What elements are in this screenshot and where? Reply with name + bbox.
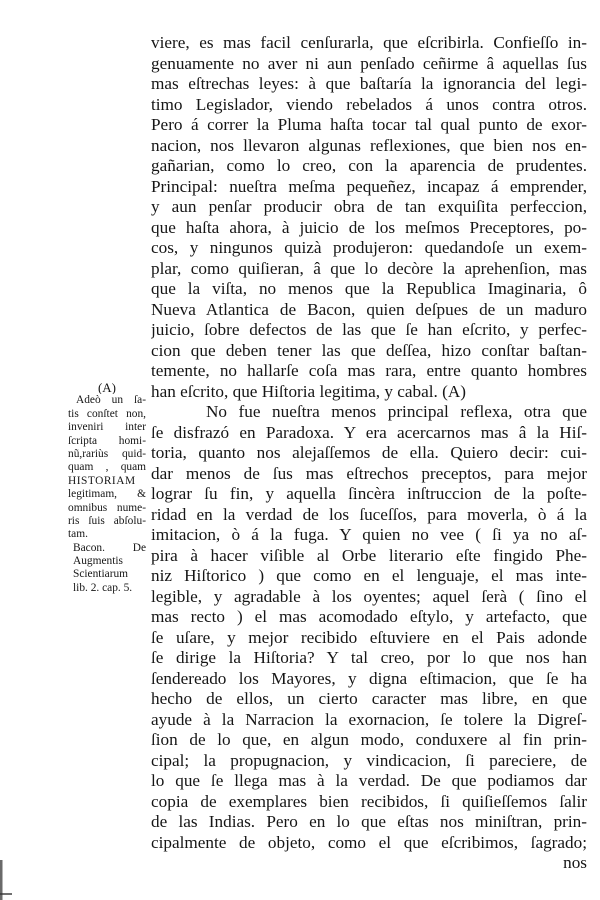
- text-line: timo Legislador, viendo rebelados á unos contra otros.: [151, 94, 587, 114]
- page-edge-shadow: [0, 893, 12, 895]
- marginal-note-citation: Augmentis: [73, 555, 123, 568]
- marginal-note-line: ris ſuis abſolu-: [68, 514, 146, 527]
- text-line: y aun penſar producir obra de tan exquiſita perfeccion,: [151, 197, 587, 216]
- text-line: de las Indias. Pero en lo que eſtas nos miniſtran, prin-: [151, 812, 587, 831]
- text-line: nacion, nos llevaron algunas reflexiones, que bien nos en-: [151, 135, 587, 155]
- text-line: copia de exemplares bien recibidos, ſi quiſieſſemos ſalir: [151, 791, 587, 811]
- text-line: hecho de ellos, un cierto caracter mas libre, en que: [151, 689, 587, 708]
- text-line: ſe uſare, y mejor recibido eſtuviere en el Pais adonde: [151, 627, 587, 647]
- marginal-note-line: tam.: [68, 528, 88, 541]
- text-line: lograr ſu fin, y aquella ſincèra inſtruccion de la poſte-: [151, 484, 587, 503]
- marginal-note-line: HISTORIAM: [68, 474, 136, 487]
- marginal-note-marker: (A): [97, 381, 117, 395]
- marginal-note-line: quam , quam: [68, 461, 146, 474]
- marginal-note-line: omnibus nume-: [68, 501, 146, 514]
- marginal-note-citation: lib. 2. cap. 5.: [73, 581, 133, 594]
- marginal-note-line: tis conſtet non,: [68, 407, 146, 420]
- marginal-note: [68, 381, 146, 595]
- text-line: legible, y agradable à los oyentes; aquel ſerà ( ſino el: [151, 586, 587, 606]
- text-line: imitacion, ò á la fuga. Y quien no vee ( ſi ya no aſ-: [151, 525, 587, 544]
- catchword: nos: [563, 853, 587, 872]
- text-line: cipalmente de objeto, como el que eſcribimos, ſagrado;: [151, 832, 587, 852]
- text-line: ridad en la verdad de los ſuceſſos, para moverla, ò á la: [151, 504, 587, 524]
- marginal-note-line: Adeò un ſa-: [76, 394, 146, 407]
- text-line: viere, es mas facil cenſurarla, que eſcribirla. Confieſſo in-: [151, 33, 587, 52]
- text-line: gañarian, como lo creo, con la aparencia de prudentes.: [151, 156, 587, 175]
- text-line: Nueva Atlantica de Bacon, quien deſpues de un maduro: [151, 299, 587, 319]
- text-line-paragraph-start: No fue nueſtra menos principal reflexa, otra que: [206, 402, 587, 421]
- text-line: ſe disfrazó en Paradoxa. Y era acercarnos mas â la Hiſ-: [151, 422, 587, 442]
- text-line: dar menos de ſus mas eſtrechos preceptos, para mejor: [151, 463, 587, 483]
- text-line: niz Hiſtorico ) que como en el lenguaje, el mas inte-: [151, 566, 587, 585]
- marginal-note-citation: Bacon. De: [73, 541, 146, 554]
- marginal-note-line: ſcripta homi-: [68, 434, 146, 447]
- text-line: lo que ſe llega mas à la verdad. De que podiamos dar: [151, 771, 587, 790]
- text-line: temente, no hallarſe coſa mas rara, entre quanto hombres: [151, 361, 587, 380]
- main-text-block: [151, 33, 587, 874]
- text-line: Principal: nueſtra meſma pequeñez, incapaz á emprender,: [151, 176, 587, 196]
- marginal-note-citation: Scientiarum: [73, 568, 129, 581]
- text-line: pira à hacer viſible al Orbe literario eſte fingido Phe-: [151, 545, 587, 565]
- text-line-footnote-ref: han eſcrito, que Hiſtoria legitima, y cabal. (A): [151, 381, 466, 401]
- text-line: cos, y ningunos quizà produjeron: quedandoſe un exem-: [151, 238, 587, 257]
- text-line: mas recto ) el mas acomodado eſtylo, y artefacto, que: [151, 607, 587, 626]
- text-line: genuamente no aver ni aun penſado ceñirme â aquellas ſus: [151, 53, 587, 73]
- marginal-note-line: inveniri inter: [68, 421, 146, 434]
- text-line: cion que deben tener las que deſſea, hizo conſtar baſtan-: [151, 340, 587, 360]
- text-line: plar, como quiſieran, â que lo decòre la aprehenſion, mas: [151, 258, 587, 278]
- marginal-note-line: nũ,rariùs quid-: [68, 447, 146, 460]
- text-line: ayude à la Narracion la exornacion, ſe tolere la Digreſ-: [151, 709, 587, 729]
- text-line: ſendereado los Mayores, y digna eſtimacion, que ſe ha: [151, 668, 587, 688]
- text-line: toria, quanto nos alejaſſemos de ella. Quiero decir: cui-: [151, 443, 587, 462]
- text-line: ſion de lo que, en algun modo, conduxere al fin prin-: [151, 730, 587, 749]
- text-line: que haſta ahora, à juicio de los meſmos Preceptores, po-: [151, 217, 587, 237]
- text-line: cipal; la propugnacion, y vindicacion, ſi pareciere, de: [151, 750, 587, 770]
- text-line: juicio, ſobre defectos de las que ſe han eſcrito, y perfec-: [151, 320, 587, 339]
- text-line: ſe dirige la Hiſtoria? Y tal creo, por lo que nos han: [151, 648, 587, 667]
- marginal-note-line: legitimam, &: [68, 488, 146, 501]
- text-line: mas eſtrechas leyes: à que baſtaría la ignorancia del legi-: [151, 74, 587, 93]
- text-line: Pero á correr la Pluma haſta tocar tal qual punto de exor-: [151, 115, 587, 134]
- text-line: que la viſta, no menos que la Republica Imaginaria, ô: [151, 279, 587, 298]
